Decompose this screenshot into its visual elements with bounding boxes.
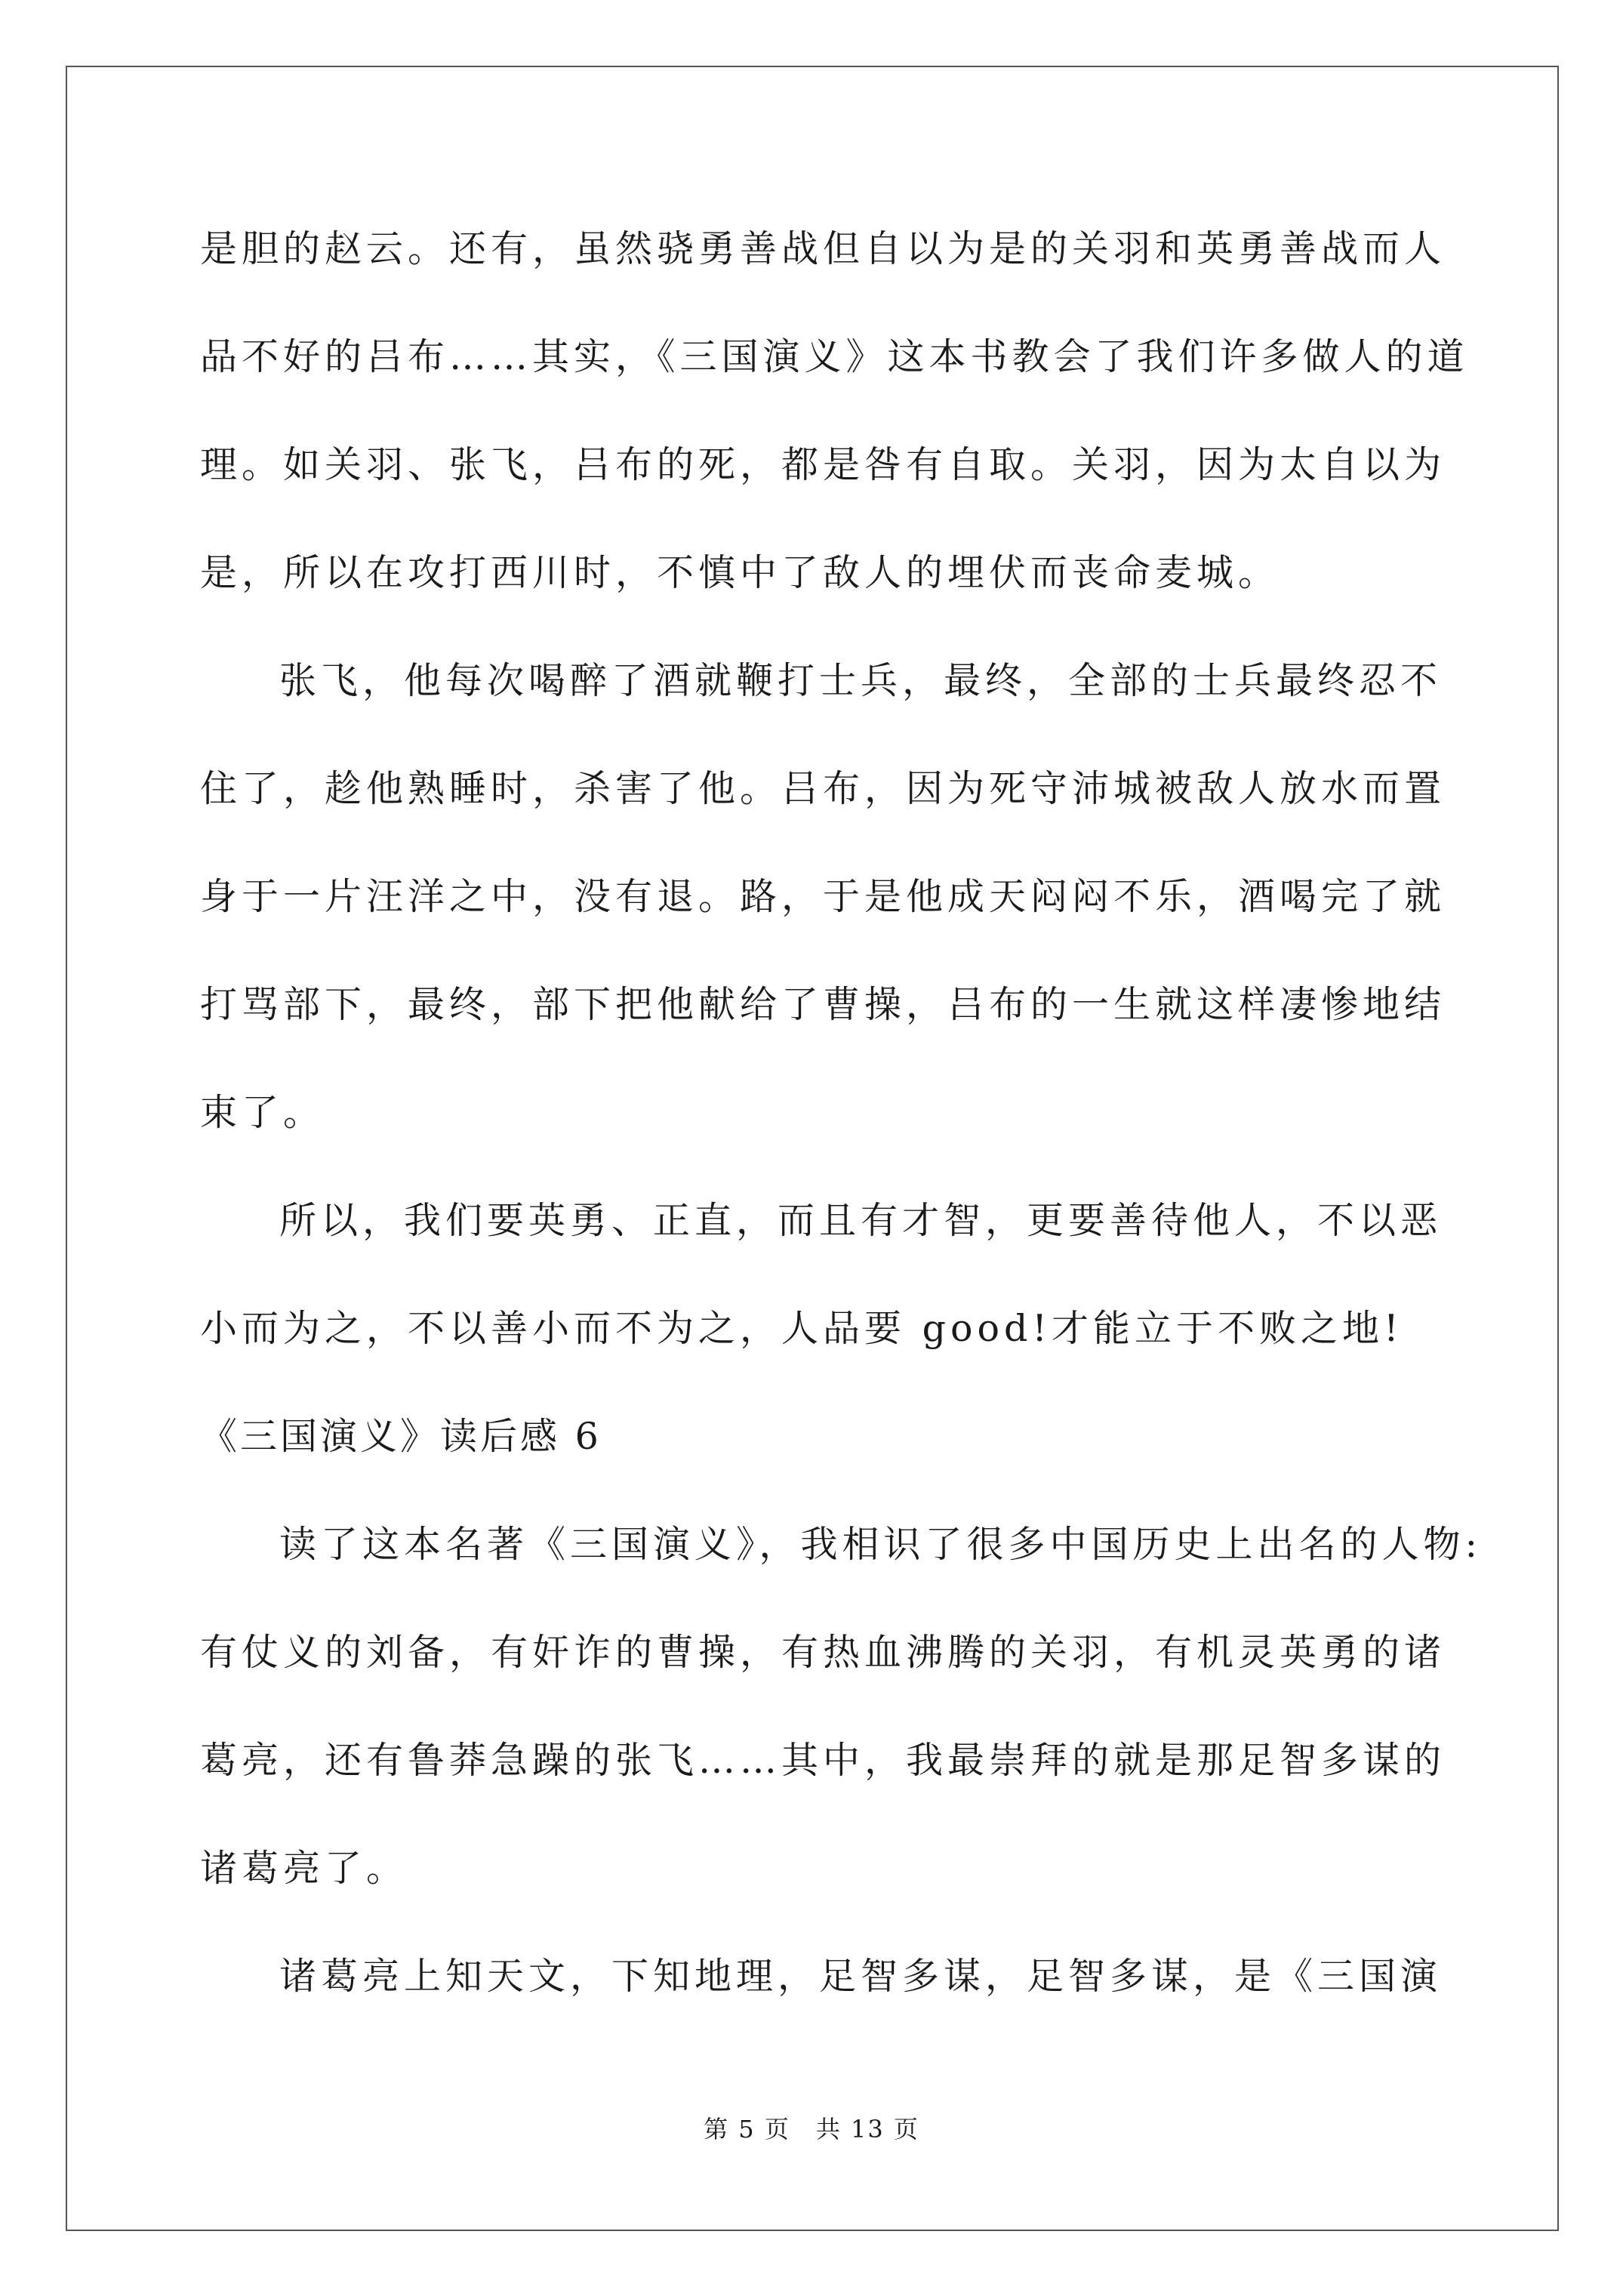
section-heading: 《三国演义》读后感 6 (200, 1415, 602, 1458)
text-line: 是，所以在攻打西川时，不慎中了敌人的埋伏而丧命麦城。 (200, 551, 1280, 594)
paragraph-1 (200, 211, 1469, 643)
document-body (200, 211, 1483, 2047)
text-line: 打骂部下，最终，部下把他献给了曹操，吕布的一生就这样凄惨地结 (200, 983, 1446, 1026)
paragraph-3 (200, 1183, 1443, 1399)
page-number-footer: 第 5 页 共 13 页 (704, 2115, 919, 2143)
text-line: 是胆的赵云。还有，虽然骁勇善战但自以为是的关羽和英勇善战而人 (200, 227, 1446, 270)
paragraph-5 (200, 1939, 1443, 2047)
text-line: 葛亮，还有鲁莽急躁的张飞……其中，我最崇拜的就是那足智多谋的 (200, 1739, 1446, 1782)
text-line: 读了这本名著《三国演义》，我相识了很多中国历史上出名的人物: (279, 1523, 1483, 1566)
text-line: 住了，趁他熟睡时，杀害了他。吕布，因为死守沛城被敌人放水而置 (200, 767, 1446, 810)
text-line: 小而为之，不以善小而不为之，人品要 good!才能立于不败之地! (200, 1307, 1403, 1350)
text-line: 有仗义的刘备，有奸诈的曹操，有热血沸腾的关羽，有机灵英勇的诸 (200, 1631, 1446, 1674)
text-line: 品不好的吕布……其实，《三国演义》这本书教会了我们许多做人的道 (200, 335, 1469, 378)
paragraph-4 (200, 1507, 1483, 1939)
text-line: 身于一片汪洋之中，没有退。路，于是他成天闷闷不乐，酒喝完了就 (200, 875, 1446, 918)
paragraph-2 (200, 643, 1446, 1183)
text-line: 所以，我们要英勇、正直，而且有才智，更要善待他人，不以恶 (279, 1199, 1443, 1242)
text-line: 理。如关羽、张飞，吕布的死，都是咎有自取。关羽，因为太自以为 (200, 443, 1446, 486)
text-line: 束了。 (200, 1091, 325, 1134)
text-line: 诸葛亮了。 (200, 1847, 408, 1890)
text-line: 张飞，他每次喝醉了酒就鞭打士兵，最终，全部的士兵最终忍不 (279, 659, 1443, 702)
text-line: 诸葛亮上知天文，下知地理，足智多谋，足智多谋，是《三国演 (279, 1955, 1443, 1998)
